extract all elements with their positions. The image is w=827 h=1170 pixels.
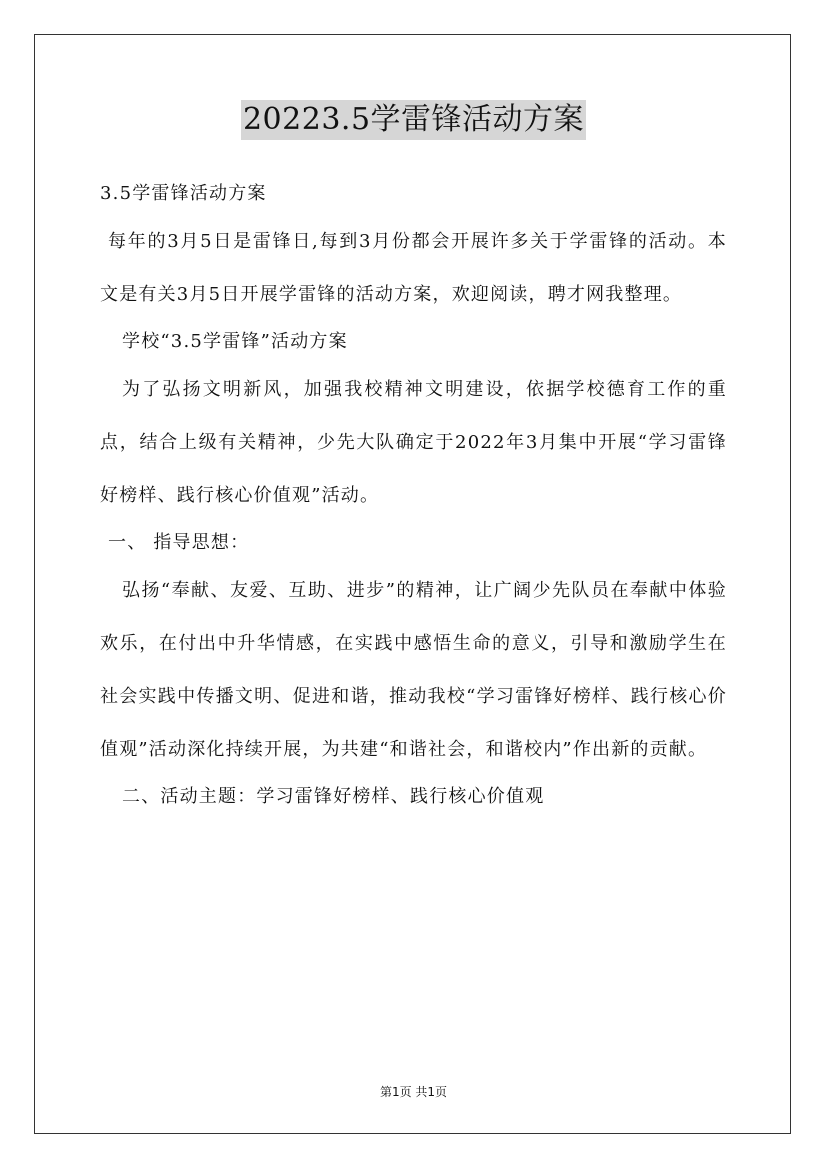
title-container: [0, 100, 827, 140]
heading-activity-theme: 二、活动主题：学习雷锋好榜样、践行核心价值观: [122, 786, 545, 807]
paragraph-intro: 每年的3月5日是雷锋日,每到3月份都会开展许多关于学雷锋的活动。本文是有关3月5日开展学雷锋的活动方案，欢迎阅读，聘才网我整理。: [100, 231, 727, 305]
paragraph-section-heading: 学校“3.5学雷锋”活动方案: [122, 331, 348, 352]
paragraph-guiding-thought: 弘扬“奉献、友爱、互助、进步”的精神，让广阔少先队员在奉献中体验欢乐，在付出中升华情感，在实践中感悟生命的意义，引导和激励学生在社会实践中传播文明、促进和谐，推动我校“学习雷锋好榜样、践行核心价值观”活动深化持续开展，为共建“和谐社会，和谐校内”作出新的贡献。: [100, 580, 727, 760]
paragraph-subtitle: 3.5学雷锋活动方案: [100, 183, 267, 204]
page-footer: [0, 1084, 827, 1100]
paragraph-purpose: 为了弘扬文明新风，加强我校精神文明建设，依据学校德育工作的重点，结合上级有关精神，少先大队确定于2022年3月集中开展“学习雷锋好榜样、践行核心价值观”活动。: [100, 379, 727, 506]
heading-guiding-thought: 一、 指导思想：: [108, 532, 250, 553]
document-title: 20223.5学雷锋活动方案: [241, 100, 586, 140]
document-body: [100, 173, 727, 818]
page-indicator: 第1页 共1页: [379, 1085, 448, 1099]
